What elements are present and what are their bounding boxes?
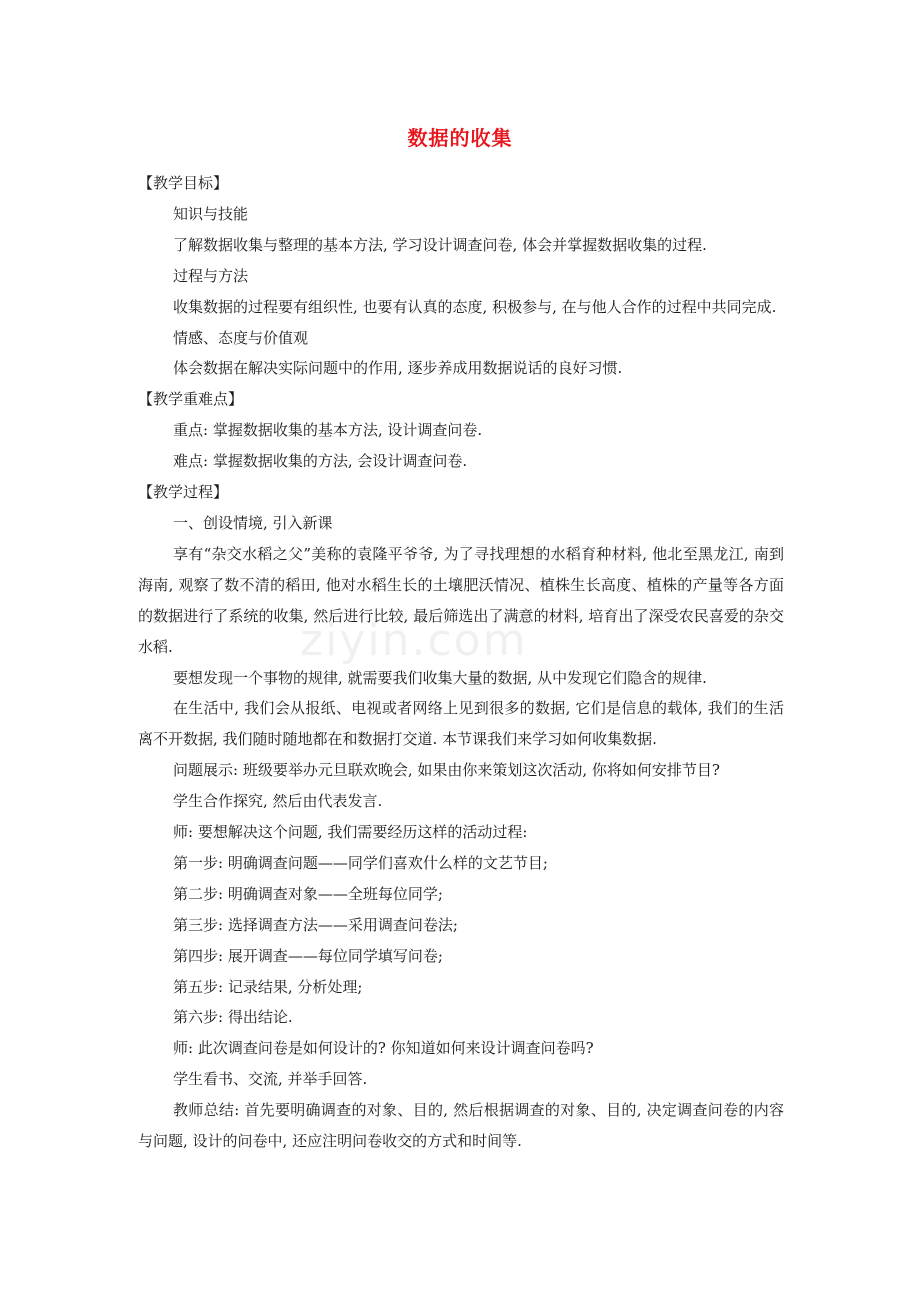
paragraph: 学生看书、交流, 并举手回答. — [173, 1070, 368, 1089]
paragraph: 要想发现一个事物的规律, 就需要我们收集大量的数据, 从中发现它们隐含的规律. — [173, 668, 707, 687]
paragraph: 师: 此次调查问卷是如何设计的? 你知道如何来设计调查问卷吗? — [173, 1039, 594, 1058]
paragraph: 第六步: 得出结论. — [173, 1008, 293, 1027]
paragraph: 难点: 掌握数据收集的方法, 会设计调查问卷. — [173, 452, 468, 471]
document-body — [138, 168, 784, 1157]
paragraph: 第四步: 展开调查——每位同学填写问卷; — [173, 946, 443, 965]
paragraph: 第一步: 明确调查问题——同学们喜欢什么样的文艺节目; — [173, 853, 548, 872]
section-heading: 【教学重难点】 — [138, 390, 244, 409]
paragraph: 了解数据收集与整理的基本方法, 学习设计调查问卷, 体会并掌握数据收集的过程. — [173, 235, 707, 254]
paragraph: 体会数据在解决实际问题中的作用, 逐步养成用数据说话的良好习惯. — [173, 359, 623, 378]
paragraph: 享有“杂交水稻之父”美称的袁隆平爷爷, 为了寻找理想的水稻育种材料, 他北至黑龙江, 南到海南, 观察了数不清的稻田, 他对水稻生长的土壤肥沃情况、植株生长高度、植株的产量等各方面的数据进行了系统的收集, 然后进行比较, 最后筛选出了满意的材料, 培育出了深受农民喜爱的杂交水稻. — [138, 544, 784, 656]
section-heading: 【教学目标】 — [138, 174, 229, 192]
paragraph: 教师总结: 首先要明确调查的对象、目的, 然后根据调查的对象、目的, 决定调查问卷的内容与问题, 设计的问卷中, 还应注明问卷收交的方式和时间等. — [138, 1101, 784, 1151]
paragraph: 情感、态度与价值观 — [173, 328, 309, 347]
paragraph: 第二步: 明确调查对象——全班每位同学; — [173, 884, 443, 903]
paragraph: 师: 要想解决这个问题, 我们需要经历这样的活动过程: — [173, 823, 528, 842]
page-title: 数据的收集 — [407, 126, 513, 150]
paragraph: 过程与方法 — [173, 266, 249, 285]
paragraph: 第五步: 记录结果, 分析处理; — [173, 977, 363, 996]
paragraph: 第三步: 选择调查方法——采用调查问卷法; — [173, 915, 458, 934]
paragraph: 知识与技能 — [173, 204, 249, 223]
paragraph: 学生合作探究, 然后由代表发言. — [173, 792, 383, 811]
section-heading: 【教学过程】 — [138, 483, 229, 502]
paragraph: 在生活中, 我们会从报纸、电视或者网络上见到很多的数据, 它们是信息的载体, 我们的生活离不开数据, 我们随时随地都在和数据打交道. 本节课我们来学习如何收集数据. — [138, 699, 784, 749]
watermark: ziyin.com — [300, 615, 528, 666]
paragraph: 问题展示: 班级要举办元旦联欢晚会, 如果由你来策划这次活动, 你将如何安排节目? — [173, 761, 720, 780]
paragraph: 重点: 掌握数据收集的基本方法, 设计调查问卷. — [173, 421, 483, 440]
paragraph: 收集数据的过程要有组织性, 也要有认真的态度, 积极参与, 在与他人合作的过程中共同完成. — [173, 297, 777, 316]
paragraph: 一、创设情境, 引入新课 — [173, 513, 333, 532]
